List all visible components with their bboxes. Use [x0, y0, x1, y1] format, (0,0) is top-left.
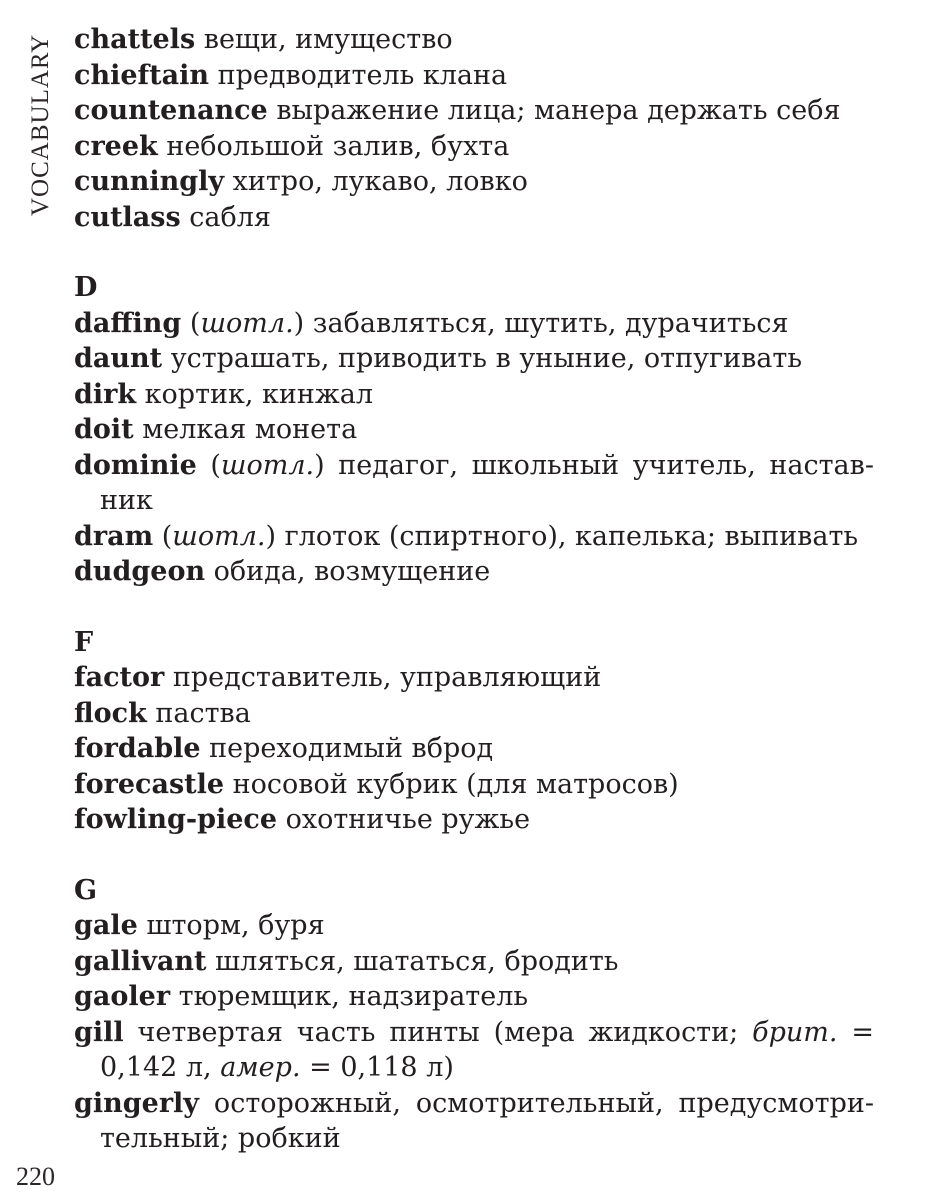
vocabulary-list	[74, 22, 874, 1192]
definition-text: паства	[146, 697, 251, 729]
definition	[158, 131, 510, 162]
vocabulary-entry	[74, 944, 874, 980]
definition-text: шторм, буря	[137, 910, 325, 941]
vocabulary-entry	[74, 660, 874, 696]
headword: flock	[74, 697, 147, 729]
vocabulary-entry	[74, 696, 874, 732]
definition-text: (	[153, 520, 173, 552]
vocabulary-entry	[74, 519, 874, 555]
vocabulary-entry	[74, 1015, 874, 1086]
usage-label: шотл.	[200, 307, 294, 339]
headword: gingerly	[74, 1087, 199, 1119]
headword: creek	[74, 130, 158, 162]
definition	[277, 804, 530, 835]
headword: dominie	[74, 449, 197, 481]
section-letter: D	[74, 272, 98, 303]
definition-text: шляться, шататься, бродить	[206, 945, 619, 977]
vocabulary-entry	[74, 164, 874, 200]
usage-label: брит.	[752, 1016, 838, 1048]
headword: factor	[74, 662, 165, 693]
vocabulary-entry	[74, 731, 874, 767]
definition	[205, 556, 490, 587]
vocabulary-entry	[74, 58, 874, 94]
definition	[164, 662, 601, 693]
definition-text: кортик, кинжал	[136, 378, 374, 410]
definition	[170, 981, 528, 1012]
definition-text: предводитель клана	[208, 59, 508, 91]
vocabulary-entry	[74, 341, 874, 377]
definition-text: = 0,142 л,	[100, 1016, 874, 1083]
vocabulary-section	[74, 22, 874, 235]
vocabulary-entry	[74, 129, 874, 165]
definition-text: сабля	[180, 201, 271, 233]
headword: cutlass	[74, 201, 181, 233]
usage-label: шотл.	[172, 520, 266, 552]
definition-text: обида, возмущение	[205, 556, 491, 587]
usage-label: амер.	[220, 1052, 301, 1083]
usage-label: шотл.	[220, 449, 315, 481]
headword: dram	[74, 520, 154, 552]
definition-text: ) забавляться, шутить, дурачиться	[293, 307, 789, 339]
vocabulary-section	[74, 873, 874, 1157]
vocabulary-entry	[74, 93, 874, 129]
definition-text: ) педагог, школьный учитель, настав- ник	[100, 449, 874, 516]
vocabulary-entry	[74, 377, 874, 413]
headword: fowling-piece	[74, 804, 278, 835]
definition	[206, 946, 618, 977]
vocabulary-entry	[74, 979, 874, 1015]
page-number: 220	[16, 1162, 55, 1191]
definition-text: ) глоток (спиртного), капелька; выпивать	[265, 520, 859, 552]
vocabulary-entry	[74, 767, 874, 803]
section-letter: G	[74, 874, 98, 906]
vocabulary-entry	[74, 908, 874, 944]
headword: gaoler	[74, 981, 171, 1012]
headword: gale	[74, 910, 138, 941]
vocabulary-entry	[74, 306, 874, 342]
headword: dudgeon	[74, 556, 206, 587]
definition	[195, 24, 453, 55]
definition	[224, 769, 679, 800]
definition	[100, 1017, 874, 1084]
definition	[201, 733, 494, 764]
definition	[100, 450, 874, 517]
vocabulary-entry	[74, 200, 874, 236]
definition-text: небольшой залив, бухта	[157, 130, 510, 162]
definition-text: носовой кубрик (для матросов)	[224, 768, 679, 800]
definition-text: переходимый вброд	[200, 733, 494, 764]
headword: chattels	[74, 24, 196, 55]
definition-text: устрашать, приводить в уныние, отпугивать	[162, 343, 803, 374]
headword: gallivant	[74, 945, 207, 977]
headword: fordable	[74, 733, 201, 764]
running-head-text: VOCABULARY	[27, 33, 54, 216]
headword: gill	[74, 1016, 124, 1048]
definition	[181, 308, 788, 339]
definition-text: выражение лица; манера держать себя	[267, 95, 841, 126]
definition-text: (	[196, 449, 221, 481]
headword: chieftain	[74, 59, 209, 91]
headword: countenance	[74, 95, 268, 126]
headword: dirk	[74, 378, 137, 410]
vocabulary-entry	[74, 448, 874, 519]
definition	[136, 379, 373, 410]
section-letter: F	[74, 626, 94, 658]
vocabulary-entry	[74, 802, 874, 838]
headword: doit	[74, 414, 134, 445]
definition	[209, 60, 507, 91]
definition	[147, 698, 251, 729]
definition	[153, 521, 858, 552]
definition-text: охотничье ружье	[277, 804, 531, 835]
definition-text: тюремщик, надзиратель	[170, 981, 529, 1012]
headword: daffing	[74, 307, 182, 339]
definition-text: (	[181, 307, 201, 339]
definition-text: вещи, имущество	[195, 24, 453, 55]
vocabulary-entry	[74, 412, 874, 448]
definition	[162, 343, 802, 374]
definition-text: осторожный, осмотрительный, предусмотри- тельный; робкий	[100, 1087, 874, 1154]
vocabulary-section	[74, 270, 874, 590]
headword: forecastle	[74, 768, 225, 800]
definition-text: хитро, лукаво, ловко	[224, 166, 528, 197]
definition	[100, 1088, 874, 1155]
vocabulary-entry	[74, 22, 874, 58]
definition-text: представитель, управляющий	[164, 662, 602, 693]
definition-text: четвертая часть пинты (мера жидкости;	[123, 1016, 753, 1048]
vocabulary-section	[74, 625, 874, 838]
definition	[268, 95, 841, 126]
definition	[134, 414, 358, 445]
definition-text: мелкая монета	[133, 414, 358, 445]
definition	[138, 910, 325, 941]
vocabulary-entry	[74, 1086, 874, 1157]
headword: cunningly	[74, 166, 225, 197]
definition	[224, 166, 528, 197]
definition	[181, 202, 271, 233]
vocabulary-entry	[74, 554, 874, 590]
headword: daunt	[74, 343, 163, 374]
definition-text: = 0,118 л)	[300, 1052, 454, 1083]
